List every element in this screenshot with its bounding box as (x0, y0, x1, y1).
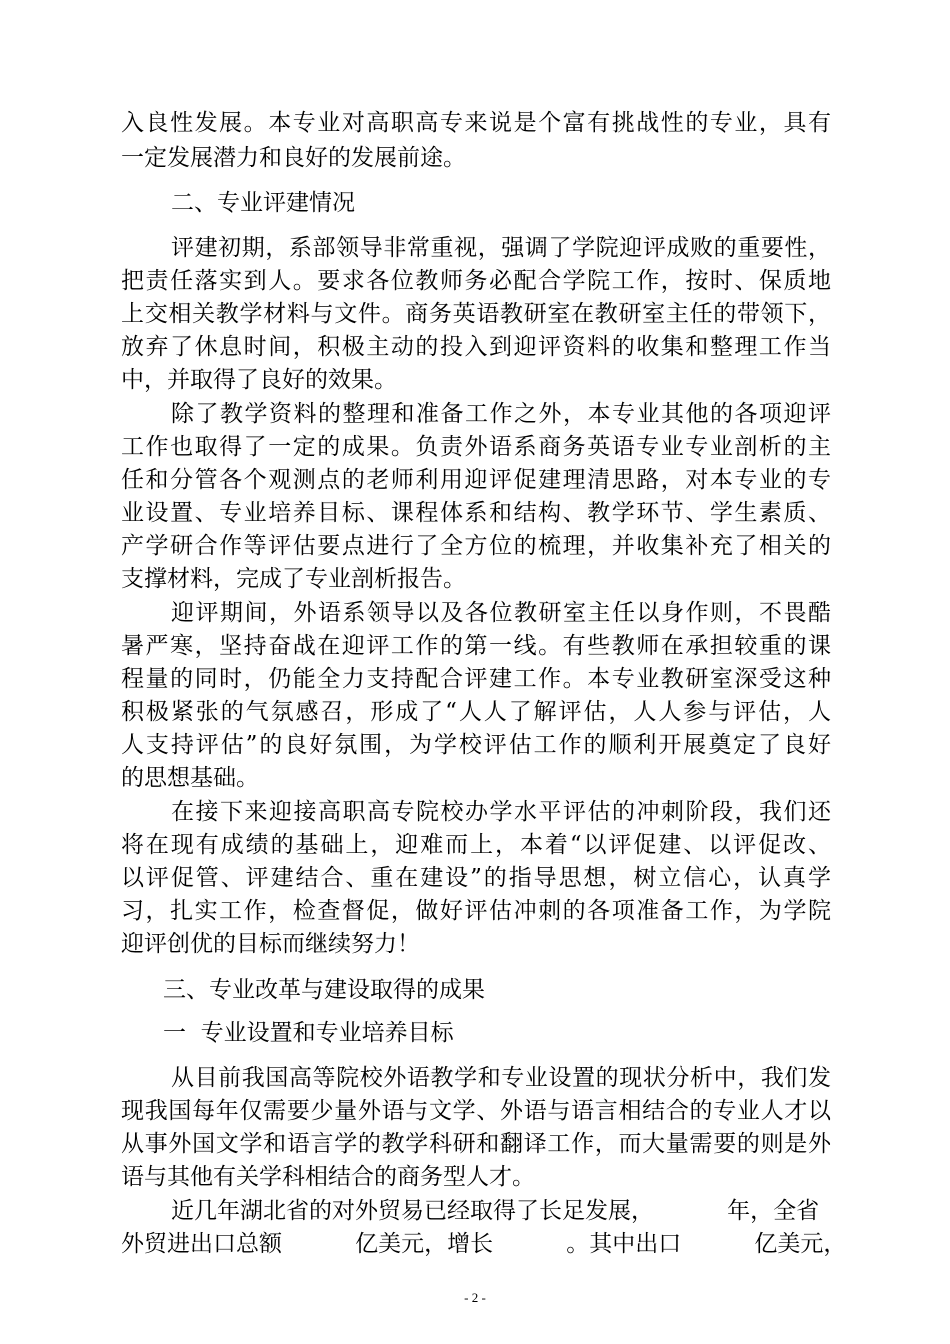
body-line: 入良性发展。本专业对高职高专来说是个富有挑战性的专业，具有 (121, 110, 831, 136)
body-line: 支撑材料，完成了专业剖析报告。 (121, 566, 466, 592)
section-heading: 三、专业改革与建设取得的成果 (163, 977, 485, 1003)
body-line: 的思想基础。 (121, 765, 259, 791)
body-line: 将在现有成绩的基础上，迎难而上，本着“以评促建、以评促改、 (121, 832, 831, 858)
body-line: 习，扎实工作，检查督促，做好评估冲刺的各项准备工作，为学院 (121, 898, 831, 924)
section-heading: 二、专业评建情况 (171, 190, 355, 216)
body-line: 迎评期间，外语系领导以及各位教研室主任以身作则，不畏酷 (171, 600, 831, 626)
body-line: 评建初期，系部领导非常重视，强调了学院迎评成败的重要性， (171, 235, 831, 261)
body-line: 迎评创优的目标而继续努力！ (121, 931, 420, 957)
body-line: 工作也取得了一定的成果。负责外语系商务英语专业专业剖析的主 (121, 434, 831, 460)
body-line: 任和分管各个观测点的老师利用迎评促建理清思路，对本专业的专 (121, 467, 831, 493)
body-line: 以评促管、评建结合、重在建设”的指导思想，树立信心，认真学 (121, 865, 831, 891)
body-line: 从目前我国高等院校外语教学和专业设置的现状分析中，我们发 (171, 1065, 831, 1091)
body-line: 现我国每年仅需要少量外语与文学、外语与语言相结合的专业人才以 (121, 1098, 831, 1124)
body-line: 在接下来迎接高职高专院校办学水平评估的冲刺阶段，我们还 (171, 799, 831, 825)
body-line: 产学研合作等评估要点进行了全方位的梳理，并收集补充了相关的 (121, 533, 831, 559)
body-line: 放弃了休息时间，积极主动的投入到迎评资料的收集和整理工作当 (121, 334, 831, 360)
body-line: 近几年湖北省的对外贸易已经取得了长足发展， 年，全省 (171, 1198, 820, 1224)
body-line: 把责任落实到人。要求各位教师务必配合学院工作，按时、保质地 (121, 268, 831, 294)
body-line: 程量的同时，仍能全力支持配合评建工作。本专业教研室深受这种 (121, 666, 831, 692)
page-number: - 2 - (464, 1290, 486, 1305)
body-line: 中，并取得了良好的效果。 (121, 367, 397, 393)
body-line: 积极紧张的气氛感召，形成了“人人了解评估，人人参与评估，人 (121, 699, 831, 725)
body-line: 语与其他有关学科相结合的商务型人才。 (121, 1164, 535, 1190)
body-line: 暑严寒，坚持奋战在迎评工作的第一线。有些教师在承担较重的课 (121, 633, 831, 659)
body-line: 人支持评估”的良好氛围，为学校评估工作的顺利开展奠定了良好 (121, 732, 831, 758)
subsection-heading: 一 专业设置和专业培养目标 (163, 1020, 454, 1046)
body-line: 从事外国文学和语言学的教学科研和翻译工作，而大量需要的则是外 (121, 1131, 831, 1157)
body-line: 业设置、专业培养目标、课程体系和结构、教学环节、学生素质、 (121, 500, 831, 526)
body-line: 外贸进出口总额 亿美元，增长 。其中出口 亿美元， (121, 1231, 847, 1257)
body-line: 一定发展潜力和良好的发展前途。 (121, 145, 466, 171)
body-line: 除了教学资料的整理和准备工作之外，本专业其他的各项迎评 (171, 401, 831, 427)
body-line: 上交相关教学材料与文件。商务英语教研室在教研室主任的带领下， (121, 301, 831, 327)
